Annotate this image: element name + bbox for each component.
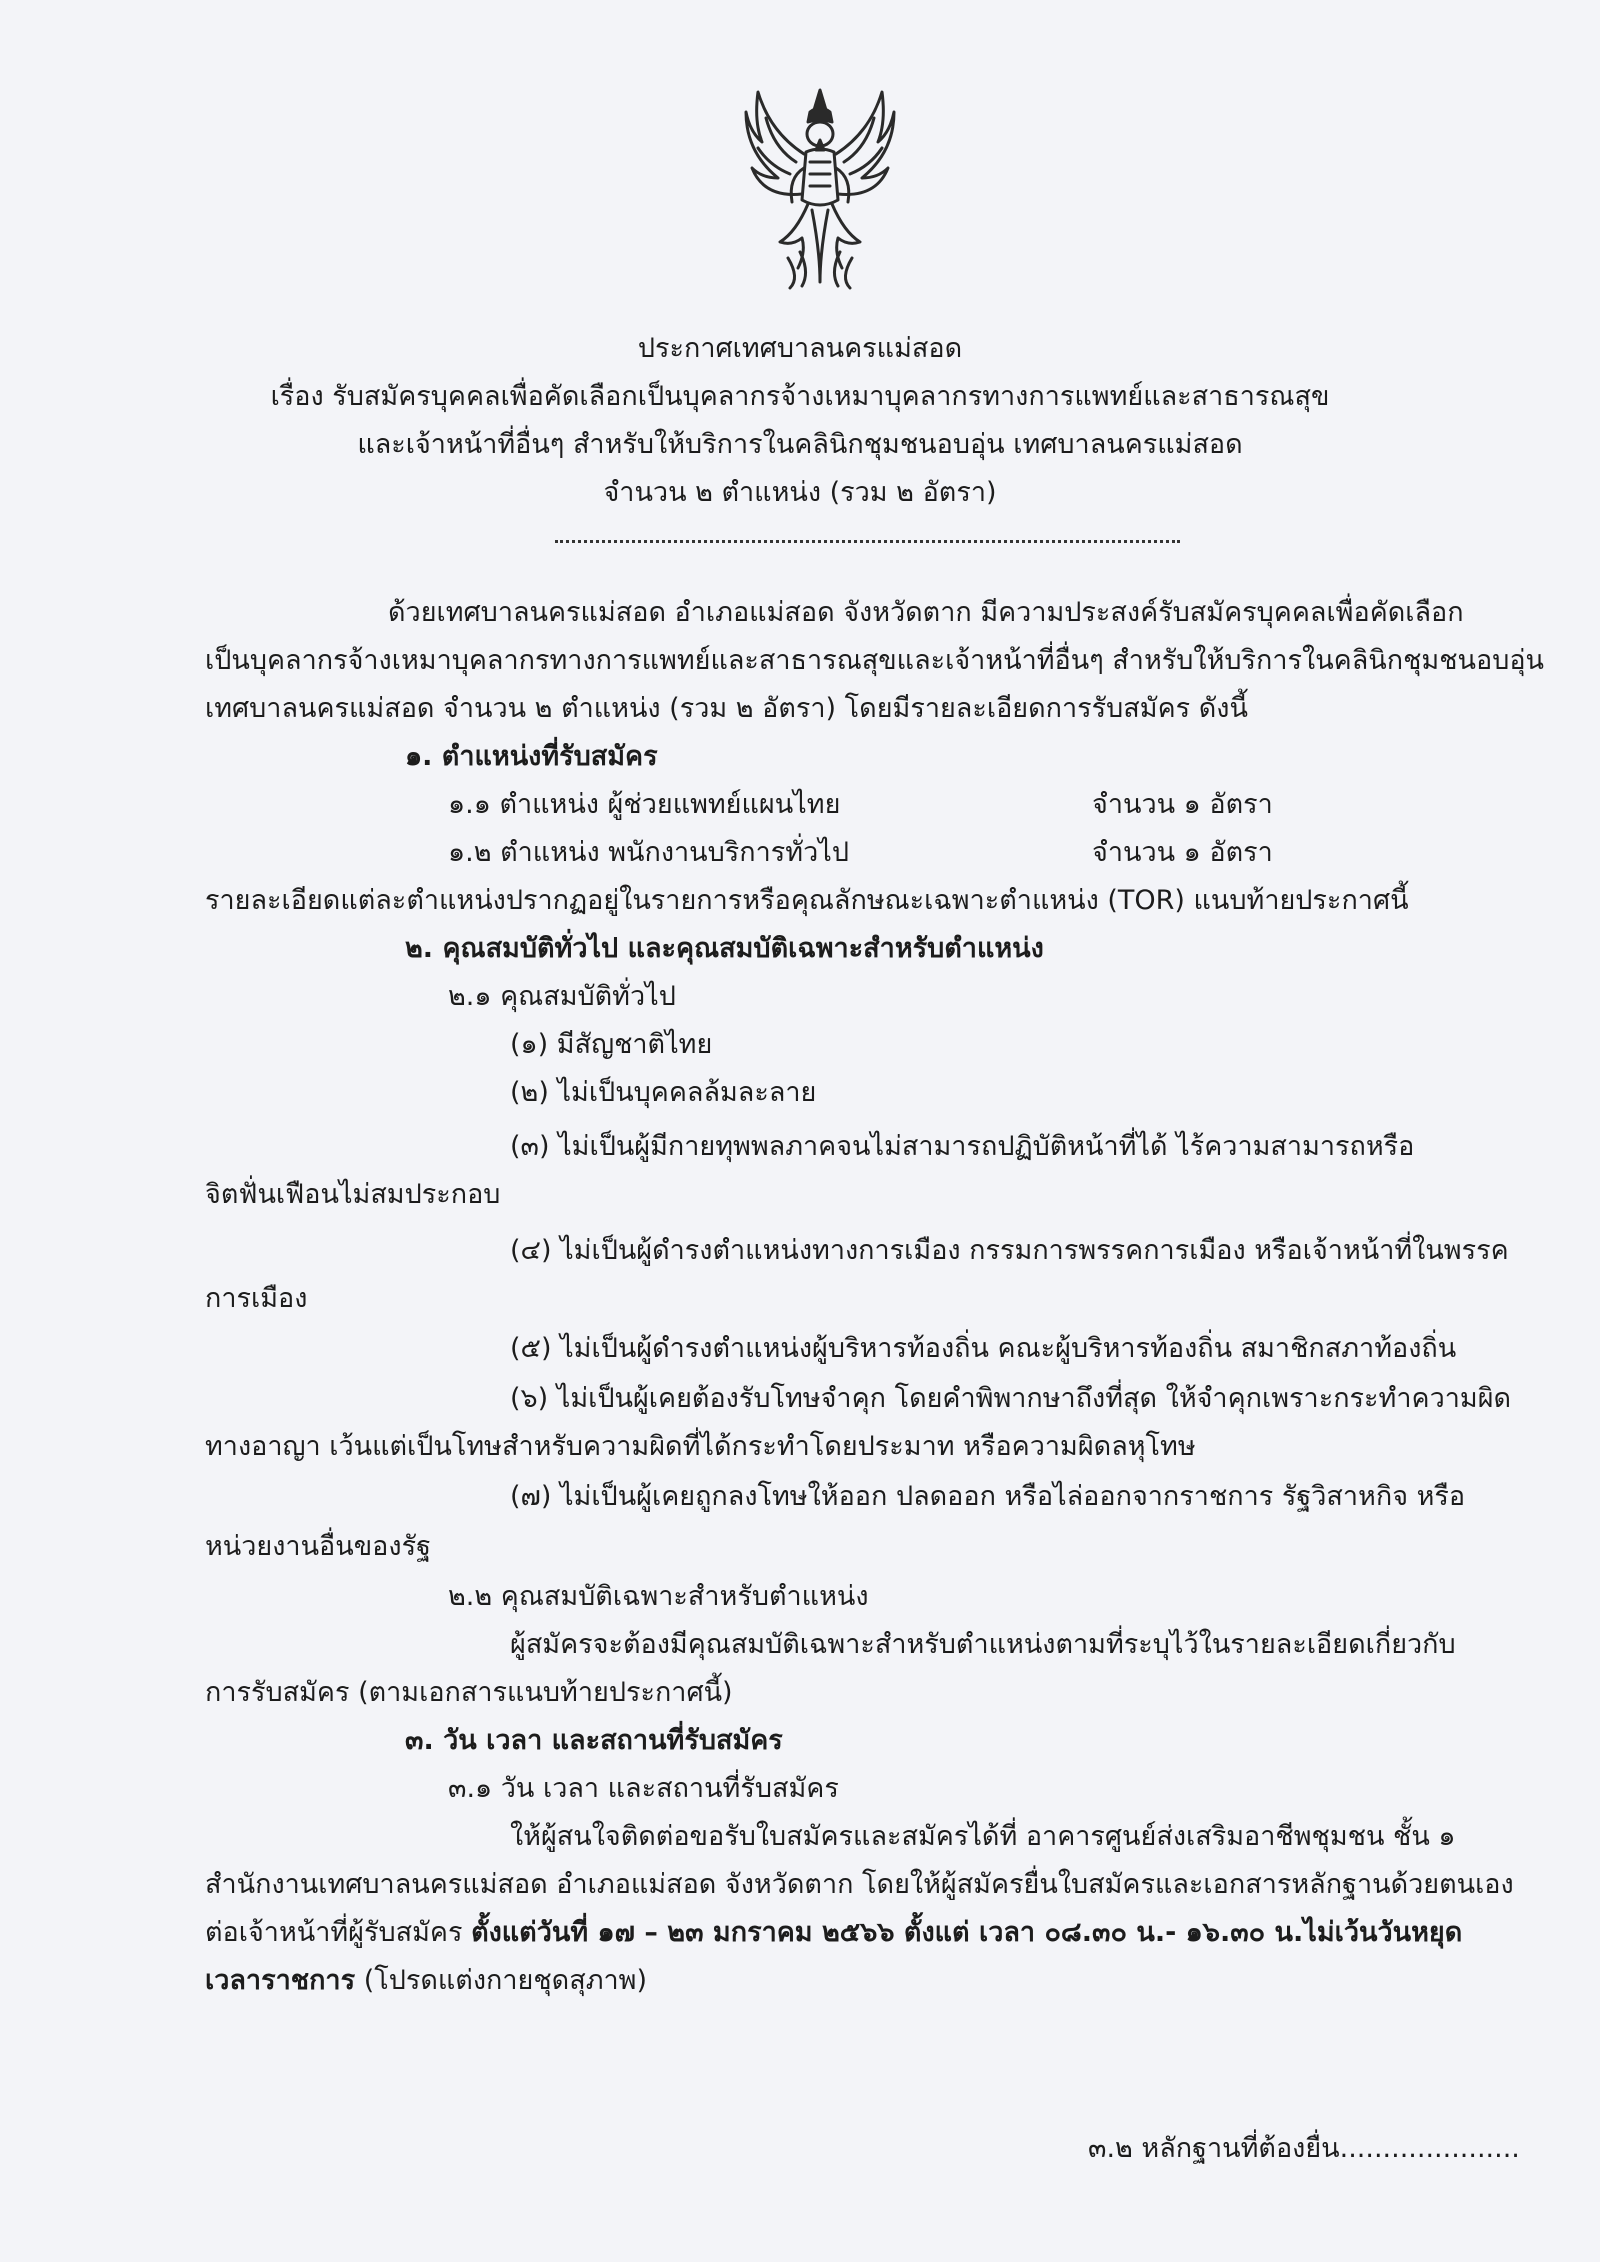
qualification-6-line-1: (๖) ไม่เป็นผู้เคยต้องรับโทษจำคุก โดยคำพิพากษาถึงที่สุด ให้จำคุกเพราะกระทำความผิด [510, 1383, 1512, 1414]
specific-qualification-line-1: ผู้สมัครจะต้องมีคุณสมบัติเฉพาะสำหรับตำแหน่งตามที่ระบุไว้ในรายละเอียดเกี่ยวกับ [510, 1629, 1456, 1660]
section-2-heading: ๒. คุณสมบัติทั่วไป และคุณสมบัติเฉพาะสำหรับตำแหน่ง [405, 933, 1044, 964]
qualification-6-line-2: ทางอาญา เว้นแต่เป็นโทษสำหรับความผิดที่ได้กระทำโดยประมาท หรือความผิดลหุโทษ [205, 1431, 1196, 1462]
subject-line-1: เรื่อง รับสมัครบุคคลเพื่อคัดเลือกเป็นบุคลากรจ้างเหมาบุคลากรทางการแพทย์และสาธารณสุข [270, 381, 1330, 412]
application-paragraph-line-2: สำนักงานเทศบาลนครแม่สอด อำเภอแม่สอด จังหวัดตาก โดยให้ผู้สมัครยื่นใบสมัครและเอกสารหลักฐานด้วยตนเอง [205, 1869, 1514, 1900]
qualification-3-line-2: จิตฟั่นเฟือนไม่สมประกอบ [205, 1179, 501, 1210]
application-office-hours: เวลาราชการ [205, 1965, 356, 1996]
section-1-heading: ๑. ตำแหน่งที่รับสมัคร [405, 741, 658, 772]
section-3-heading: ๓. วัน เวลา และสถานที่รับสมัคร [405, 1725, 783, 1756]
document-title: ประกาศเทศบาลนครแม่สอด [637, 333, 963, 364]
qualification-5: (๕) ไม่เป็นผู้ดำรงตำแหน่งผู้บริหารท้องถิ่น คณะผู้บริหารท้องถิ่น สมาชิกสภาท้องถิ่น [510, 1333, 1457, 1364]
section-3-1-heading: ๓.๑ วัน เวลา และสถานที่รับสมัคร [448, 1773, 839, 1804]
header-divider [555, 540, 1180, 543]
application-paragraph-line-3-plain: ต่อเจ้าหน้าที่ผู้รับสมัคร [205, 1917, 472, 1948]
application-paragraph-line-4 [205, 1962, 647, 2000]
qualification-3-line-1: (๓) ไม่เป็นผู้มีกายทุพพลภาคจนไม่สามารถปฏิบัติหน้าที่ได้ ไร้ความสามารถหรือ [510, 1131, 1415, 1162]
application-paragraph-line-3 [205, 1914, 1462, 1952]
specific-qualification-line-2: การรับสมัคร (ตามเอกสารแนบท้ายประกาศนี้) [205, 1677, 733, 1708]
garuda-emblem-icon [740, 82, 900, 292]
qualification-7-line-2: หน่วยงานอื่นของรัฐ [205, 1531, 431, 1562]
position-2-count: จำนวน ๑ อัตรา [1092, 837, 1273, 868]
section-2-1-heading: ๒.๑ คุณสมบัติทั่วไป [448, 981, 676, 1012]
next-page-reference: ๓.๒ หลักฐานที่ต้องยื่น..................... [1088, 2133, 1520, 2164]
application-date-time: ตั้งแต่วันที่ ๑๗ – ๒๓ มกราคม ๒๕๖๖ ตั้งแต่ เวลา ๐๘.๓๐ น.- ๑๖.๓๐ น.ไม่เว้นวันหยุด [471, 1917, 1463, 1948]
subject-line-3: จำนวน ๒ ตำแหน่ง (รวม ๒ อัตรา) [603, 477, 997, 508]
position-1-count: จำนวน ๑ อัตรา [1092, 789, 1273, 820]
section-1-note: รายละเอียดแต่ละตำแหน่งปรากฏอยู่ในรายการหรือคุณลักษณะเฉพาะตำแหน่ง (TOR) แนบท้ายประกาศนี้ [205, 885, 1409, 916]
qualification-2: (๒) ไม่เป็นบุคคลล้มละลาย [510, 1077, 817, 1108]
subject-line-2: และเจ้าหน้าที่อื่นๆ สำหรับให้บริการในคลินิกชุมชนอบอุ่น เทศบาลนครแม่สอด [357, 429, 1243, 460]
dress-code-note: (โปรดแต่งกายชุดสุภาพ) [355, 1965, 647, 1996]
section-2-2-heading: ๒.๒ คุณสมบัติเฉพาะสำหรับตำแหน่ง [448, 1581, 869, 1612]
position-2-label: ๑.๒ ตำแหน่ง พนักงานบริการทั่วไป [448, 837, 849, 868]
position-1-label: ๑.๑ ตำแหน่ง ผู้ช่วยแพทย์แผนไทย [448, 789, 841, 820]
intro-line-3: เทศบาลนครแม่สอด จำนวน ๒ ตำแหน่ง (รวม ๒ อัตรา) โดยมีรายละเอียดการรับสมัคร ดังนี้ [205, 693, 1248, 724]
qualification-7-line-1: (๗) ไม่เป็นผู้เคยถูกลงโทษให้ออก ปลดออก หรือไล่ออกจากราชการ รัฐวิสาหกิจ หรือ [510, 1481, 1466, 1512]
qualification-4-line-1: (๔) ไม่เป็นผู้ดำรงตำแหน่งทางการเมือง กรรมการพรรคการเมือง หรือเจ้าหน้าที่ในพรรค [510, 1235, 1509, 1266]
application-paragraph-line-1: ให้ผู้สนใจติดต่อขอรับใบสมัครและสมัครได้ที่ อาคารศูนย์ส่งเสริมอาชีพชุมชน ชั้น ๑ [510, 1821, 1456, 1852]
qualification-1: (๑) มีสัญชาติไทย [510, 1029, 713, 1060]
intro-line-2: เป็นบุคลากรจ้างเหมาบุคลากรทางการแพทย์และสาธารณสุขและเจ้าหน้าที่อื่นๆ สำหรับให้บริการในคลินิกชุมชนอบอุ่น [205, 645, 1545, 676]
qualification-4-line-2: การเมือง [205, 1283, 308, 1314]
intro-line-1: ด้วยเทศบาลนครแม่สอด อำเภอแม่สอด จังหวัดตาก มีความประสงค์รับสมัครบุคคลเพื่อคัดเลือก [388, 597, 1464, 628]
